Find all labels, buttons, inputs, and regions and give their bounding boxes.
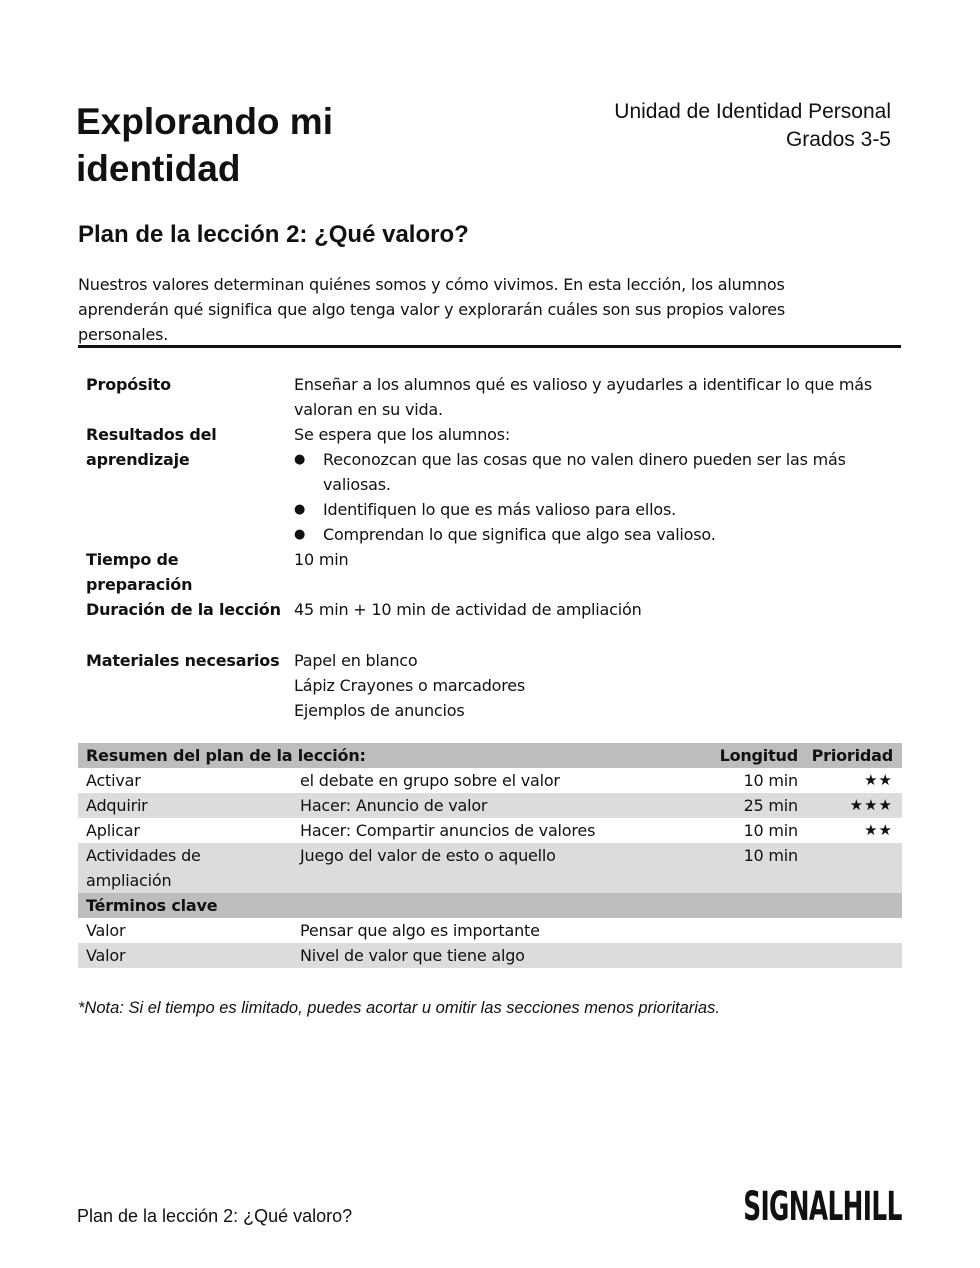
activity-cell: Hacer: Compartir anuncios de valores — [300, 821, 596, 840]
duration-value: 45 min + 10 min de actividad de ampliación — [294, 600, 642, 619]
materials-value — [294, 648, 896, 723]
outcome-item: ● Reconozcan que las cosas que no valen dinero pueden ser las más valiosas. — [294, 447, 896, 497]
summary-header-row — [78, 743, 902, 768]
term-cell: Valor — [86, 921, 126, 940]
length-header: Longitud — [719, 746, 798, 765]
duration-label: Duración de la lección — [86, 600, 281, 619]
definition-cell: Pensar que algo es importante — [300, 921, 540, 940]
duration-row — [86, 572, 896, 622]
table-row — [78, 918, 902, 943]
purpose-label: Propósito — [86, 375, 171, 394]
table-row — [78, 843, 902, 893]
definition-cell: Nivel de valor que tiene algo — [300, 946, 525, 965]
key-terms-header-row — [78, 893, 902, 918]
activity-cell: el debate en grupo sobre el valor — [300, 771, 560, 790]
footer-lesson-title: Plan de la lección 2: ¿Qué valoro? — [77, 1206, 353, 1226]
priority-stars-icon — [798, 843, 902, 893]
table-row — [78, 793, 902, 818]
outcome-item: ● Comprendan lo que significa que algo sea valioso. — [294, 522, 896, 547]
activity-cell: Juego del valor de esto o aquello — [300, 846, 556, 865]
outcomes-row — [86, 422, 896, 547]
term-cell: Valor — [86, 946, 126, 965]
outcomes-intro: Se espera que los alumnos: — [294, 425, 511, 444]
outcomes-value — [294, 422, 896, 547]
priority-stars-icon: ★★ — [864, 771, 893, 789]
prep-label: Tiempo de preparación — [86, 550, 193, 594]
outcomes-list — [294, 447, 896, 547]
prep-value: 10 min — [294, 550, 349, 569]
material-item: Lápiz Crayones o marcadores — [294, 676, 526, 695]
outcome-item: ● Identifiquen lo que es más valioso para ellos. — [294, 497, 896, 522]
materials-row — [86, 648, 896, 723]
material-item: Papel en blanco — [294, 651, 418, 670]
phase-cell: Actividades de ampliación — [86, 846, 201, 890]
unit-info — [614, 98, 891, 154]
priority-header: Prioridad — [811, 746, 893, 765]
document-title: Explorando mi identidad — [76, 101, 333, 189]
priority-stars-icon: ★★★ — [849, 796, 893, 814]
signalhill-logo: SIGNALHILL — [743, 1184, 902, 1230]
priority-stars-icon: ★★ — [864, 821, 893, 839]
length-cell: 25 min — [743, 796, 798, 815]
phase-cell: Aplicar — [86, 821, 140, 840]
length-cell: 10 min — [743, 821, 798, 840]
outcomes-label: Resultados del aprendizaje — [86, 425, 217, 469]
material-item: Ejemplos de anuncios — [294, 701, 465, 720]
materials-label: Materiales necesarios — [86, 651, 280, 670]
lesson-info — [86, 372, 896, 723]
grade-range: Grados 3-5 — [785, 128, 891, 151]
activity-cell: Hacer: Anuncio de valor — [300, 796, 488, 815]
phase-cell: Activar — [86, 771, 141, 790]
divider — [78, 345, 901, 348]
length-cell: 10 min — [743, 846, 798, 865]
purpose-value: Enseñar a los alumnos qué es valioso y ayudarles a identificar lo que más valoran en su vida. — [294, 375, 873, 419]
table-row — [78, 943, 902, 968]
table-row — [78, 768, 902, 793]
lesson-intro: Nuestros valores determinan quiénes somos y cómo vivimos. En esta lección, los alumnos aprenderán qué significa que algo tenga valor y explorarán cuáles son sus propios valores personales. — [78, 275, 786, 344]
table-row — [78, 818, 902, 843]
length-cell: 10 min — [743, 771, 798, 790]
purpose-row — [86, 372, 896, 422]
phase-cell: Adquirir — [86, 796, 148, 815]
time-note: *Nota: Si el tiempo es limitado, puedes acortar u omitir las secciones menos prioritarias. — [78, 999, 720, 1017]
unit-name: Unidad de Identidad Personal — [614, 100, 891, 123]
lesson-title: Plan de la lección 2: ¿Qué valoro? — [78, 221, 469, 248]
lesson-summary-table — [78, 743, 902, 968]
summary-header-label: Resumen del plan de la lección: — [86, 746, 366, 765]
key-terms-label: Términos clave — [86, 896, 218, 915]
